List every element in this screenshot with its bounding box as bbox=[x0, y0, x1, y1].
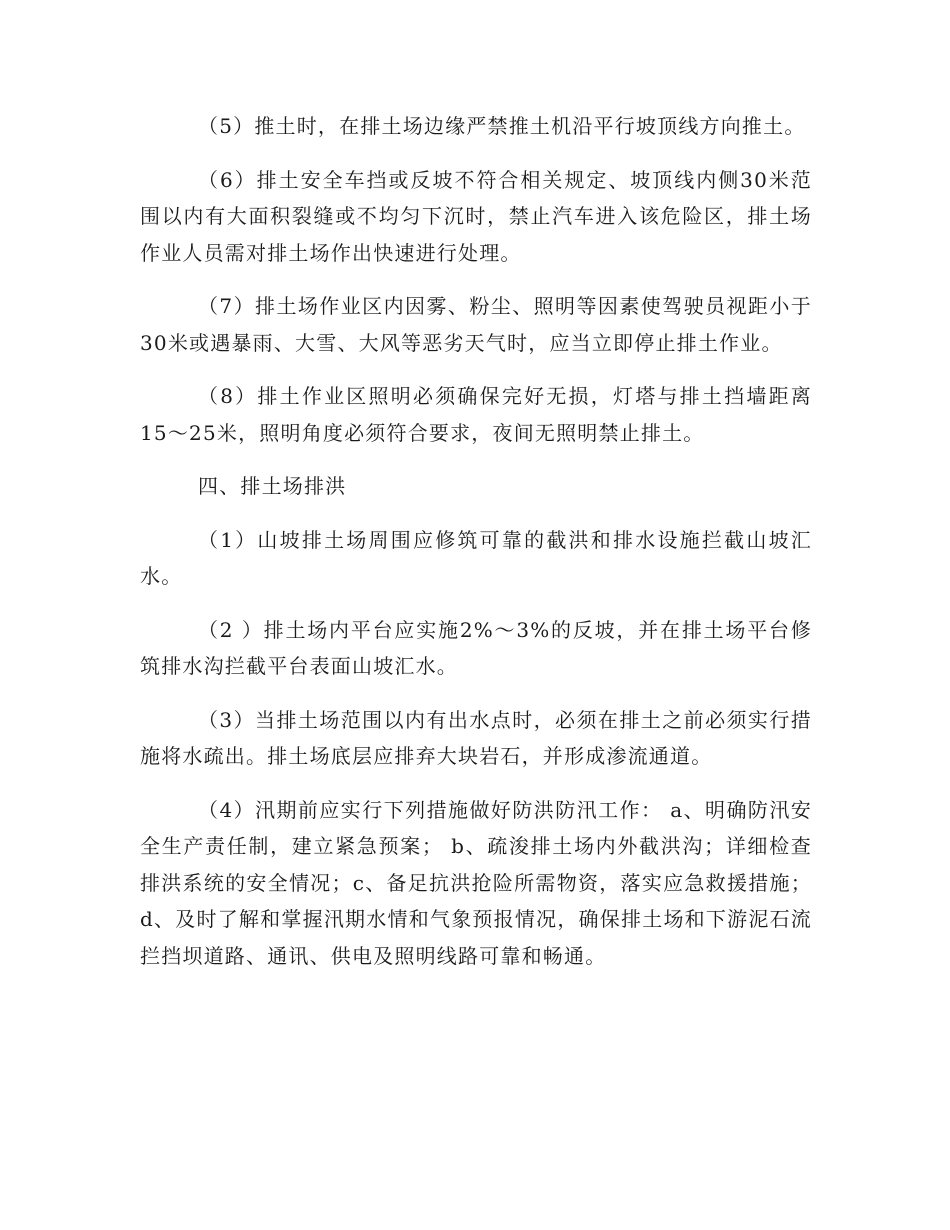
paragraph-item-4: （4）汛期前应实行下列措施做好防洪防汛工作： a、明确防汛安全生产责任制，建立紧急预案； b、疏浚排土场内外截洪沟；详细检查排洪系统的安全情况；c、备足抗洪抢险所需物资，落实应急救援措施；d、及时了解和掌握汛期水情和气象预报情况，确保排土场和下游泥石流拦挡坝道路、通讯、供电及照明线路可靠和畅通。 bbox=[140, 797, 812, 968]
paragraph-item-3: （3）当排土场范围以内有出水点时，必须在排土之前必须实行措施将水疏出。排土场底层应排弃大块岩石，并形成渗流通道。 bbox=[140, 707, 812, 768]
paragraph-item-2: （2 ）排土场内平台应实施2%～3%的反坡，并在排土场平台修筑排水沟拦截平台表面山坡汇水。 bbox=[140, 617, 812, 678]
paragraph-item-1: （1）山坡排土场周围应修筑可靠的截洪和排水设施拦截山坡汇水。 bbox=[140, 527, 812, 588]
paragraph-item-6: （6）排土安全车挡或反坡不符合相关规定、坡顶线内侧30米范围以内有大面积裂缝或不均匀下沉时，禁止汽车进入该危险区，排土场作业人员需对排土场作出快速进行处理。 bbox=[140, 167, 812, 265]
section-heading: 四、排土场排洪 bbox=[198, 474, 347, 498]
paragraph-item-8: （8）排土作业区照明必须确保完好无损，灯塔与排土挡墙距离15～25米，照明角度必须符合要求，夜间无照明禁止排土。 bbox=[140, 384, 812, 445]
document-body bbox=[140, 108, 812, 974]
paragraph-item-5: （5）推土时，在排土场边缘严禁推土机沿平行坡顶线方向推土。 bbox=[198, 114, 806, 138]
paragraph-item-7: （7）排土场作业区内因雾、粉尘、照明等因素使驾驶员视距小于30米或遇暴雨、大雪、大风等恶劣天气时，应当立即停止排土作业。 bbox=[140, 294, 812, 355]
